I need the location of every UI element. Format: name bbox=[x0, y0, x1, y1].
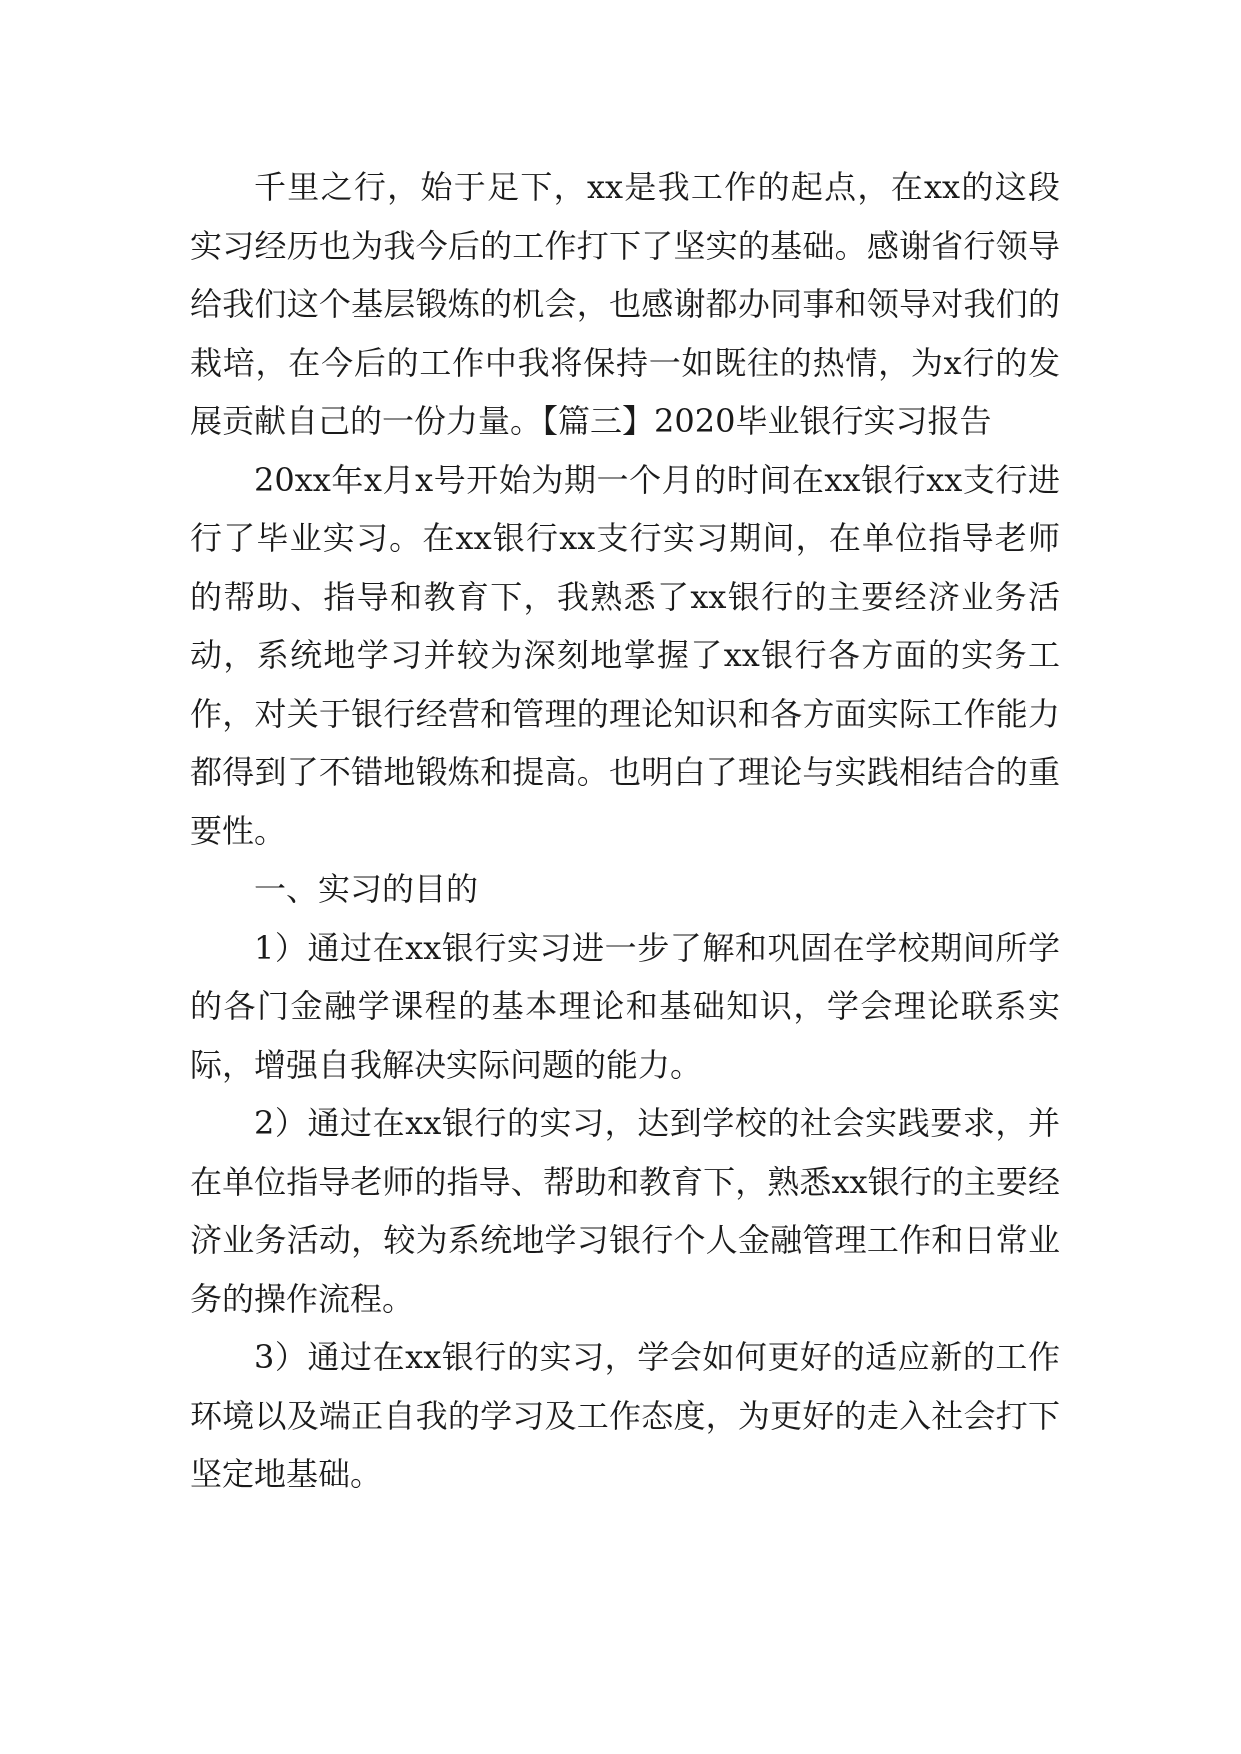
list-item-purpose-2: 2）通过在xx银行的实习，达到学校的社会实践要求，并在单位指导老师的指导、帮助和教育下，熟悉xx银行的主要经济业务活动，较为系统地学习银行个人金融管理工作和日常业务的操作流程。 bbox=[190, 1104, 1060, 1318]
list-item-purpose-1: 1）通过在xx银行实习进一步了解和巩固在学校期间所学的各门金融学课程的基本理论和基础知识，学会理论联系实际，增强自我解决实际问题的能力。 bbox=[190, 928, 1060, 1084]
section-heading-purpose: 一、实习的目的 bbox=[254, 870, 479, 908]
list-item-purpose-3: 3）通过在xx银行的实习，学会如何更好的适应新的工作环境以及端正自我的学习及工作态度，为更好的走入社会打下坚定地基础。 bbox=[190, 1338, 1060, 1493]
paragraph-conclusion: 千里之行，始于足下，xx是我工作的起点，在xx的这段实习经历也为我今后的工作打下了坚实的基础。感谢省行领导给我们这个基层锻炼的机会，也感谢都办同事和领导对我们的栽培，在今后的工作中我将保持一如既往的热情，为x行的发展贡献自己的一份力量。【篇三】2020毕业银行实习报告 bbox=[190, 168, 1060, 440]
paragraph-intro: 20xx年x月x号开始为期一个月的时间在xx银行xx支行进行了毕业实习。在xx银行xx支行实习期间，在单位指导老师的帮助、指导和教育下，我熟悉了xx银行的主要经济业务活动，系统地学习并较为深刻地掌握了xx银行各方面的实务工作，对关于银行经营和管理的理论知识和各方面实际工作能力都得到了不错地锻炼和提高。也明白了理论与实践相结合的重要性。 bbox=[190, 460, 1060, 850]
document-page bbox=[190, 158, 1060, 1504]
